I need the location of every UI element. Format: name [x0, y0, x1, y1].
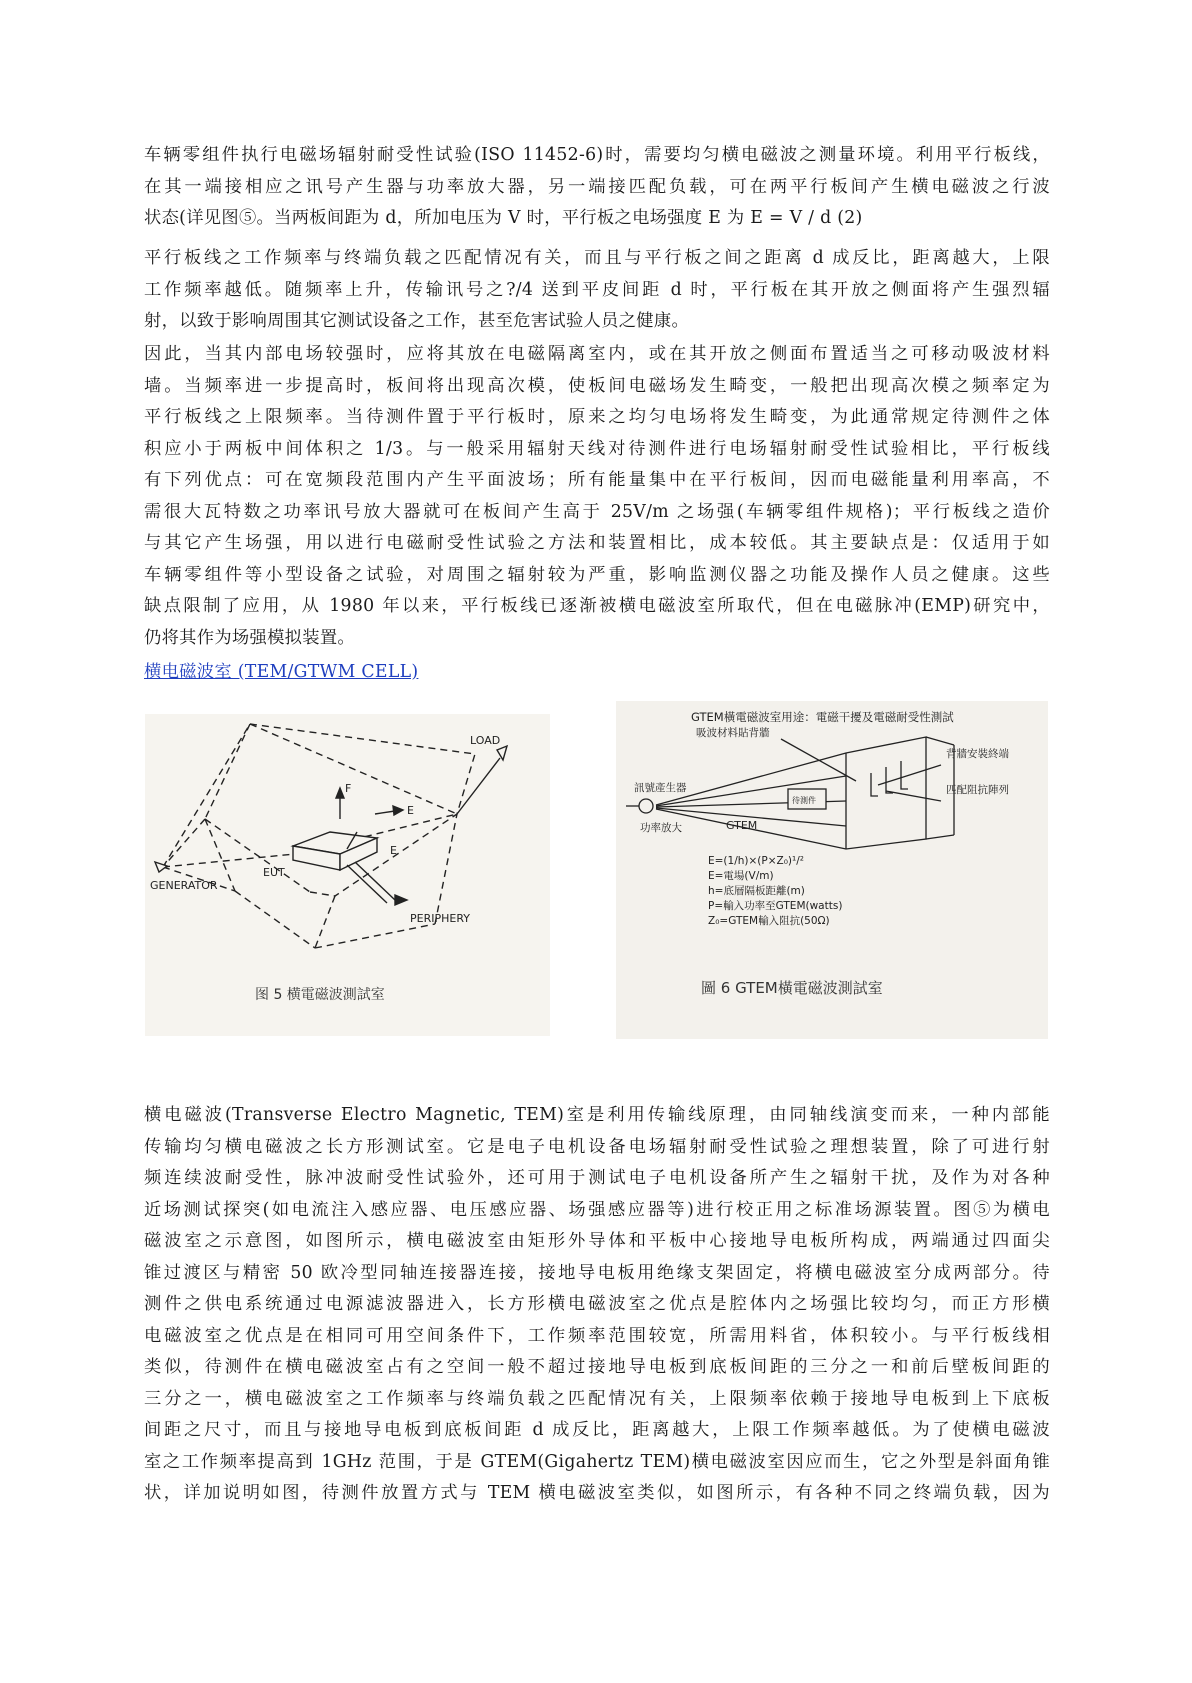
label-e-low: E	[390, 844, 397, 857]
text-line: 仍将其作为场强模拟装置。	[144, 627, 355, 648]
text-line: 积应小于两板中间体积之 1/3。与一般采用辐射天线对待测件进行电场辐射耐受性试验相比，平行板线	[144, 438, 1050, 459]
formula-line: E=(1/h)×(P×Z₀)¹/²	[708, 855, 804, 867]
paragraph-3	[144, 339, 1050, 654]
tem-cell-link[interactable]: 横电磁波室 (TEM/GTWM CELL)	[144, 662, 419, 682]
figure-6-title: GTEM橫電磁波室用途：電磁干擾及電磁耐受性測試	[691, 710, 954, 724]
text-line: 平行板线之工作频率与终端负载之匹配情况有关，而且与平行板之间之距离 d 成反比，距离越大，上限	[144, 248, 1050, 268]
figure-5-tem-cell	[145, 714, 550, 1036]
text-line: 工作频率越低。随频率上升，传输讯号之?/4 送到平皮间距 d 时，平行板在其开放之侧面将产生强烈辐	[144, 279, 1050, 300]
text-line: 平行板线之上限频率。当待测件置于平行板时，原来之均匀电场将发生畸变，为此通常规定待测件之体	[144, 407, 1050, 427]
text-line: 磁波室之示意图，如图所示，横电磁波室由矩形外导体和平板中心接地导电板所构成，两端通过四面尖	[144, 1231, 1050, 1251]
text-line: 状态(详见图⑤。当两板间距为 d，所加电压为 V 时，平行板之电场强度 E 为 E = V / d (2)	[144, 208, 863, 228]
formula-line: P=輸入功率至GTEM(watts)	[708, 900, 843, 912]
label-load: LOAD	[470, 734, 501, 747]
text-line: 车辆零组件执行电磁场辐射耐受性试验(ISO 11452-6)时，需要均匀横电磁波之测量环境。利用平行板线，	[144, 145, 1050, 165]
label-dut: 待測件	[792, 796, 816, 805]
figure-5-diagram	[145, 714, 550, 1036]
text-line: 三分之一，横电磁波室之工作频率与终端负载之匹配情况有关，上限频率依赖于接地导电板到上下底板	[144, 1388, 1050, 1409]
label-e-top: E	[407, 804, 414, 817]
formula-line: h=底層隔板距離(m)	[708, 885, 805, 897]
label-amplifier: 功率放大	[640, 822, 682, 834]
text-line: 近场测试探突(如电流注入感应器、电压感应器、场强感应器等)进行校正用之标准场源装置。图⑤为横电	[144, 1199, 1050, 1220]
label-absorber: 吸波材料貼背牆	[696, 727, 770, 739]
text-line: 与其它产生场强，用以进行电磁耐受性试验之方法和装置相比，成本较低。其主要缺点是：仅适用于如	[144, 533, 1050, 553]
label-generator: GENERATOR	[150, 879, 218, 892]
figure-6-gtem-cell	[616, 701, 1048, 1039]
text-line: 射，以致于影响周围其它测试设备之工作，甚至危害试验人员之健康。	[144, 311, 690, 331]
text-line: 横电磁波(Transverse Electro Magnetic, TEM)室是利用传输线原理，由同轴线演变而来，一种内部能	[144, 1105, 1050, 1125]
text-line: 需很大瓦特数之功率讯号放大器就可在板间产生高于 25V/m 之场强(车辆零组件规格)；平行板线之造价	[144, 501, 1050, 522]
label-rear-wall: 背牆安裝終端	[946, 748, 1009, 760]
formula-line: Z₀=GTEM輸入阻抗(50Ω)	[708, 915, 830, 927]
text-line: 频连续波耐受性，脉冲波耐受性试验外，还可用于测试电子电机设备所产生之辐射干扰，及作为对各种	[144, 1168, 1050, 1188]
text-line: 测件之供电系统通过电源滤波器进入，长方形横电磁波室之优点是腔体内之场强比较均匀，而正方形横	[144, 1294, 1050, 1314]
text-line: 电磁波室之优点是在相同可用空间条件下，工作频率范围较宽，所需用料省，体积较小。与平行板线相	[144, 1325, 1050, 1346]
text-line: 间距之尺寸，而且与接地导电板到底板间距 d 成反比，距离越大，上限工作频率越低。为了使横电磁波	[144, 1420, 1050, 1440]
text-line: 状，详加说明如图，待测件放置方式与 TEM 横电磁波室类似，如图所示，有各种不同之终端负载，因为	[144, 1483, 1050, 1503]
formula-block	[708, 855, 842, 927]
label-signal-generator: 訊號產生器	[634, 782, 687, 794]
text-line: 有下列优点：可在宽频段范围内产生平面波场；所有能量集中在平行板间，因而电磁能量利用率高，不	[144, 470, 1050, 490]
label-matching: 匹配阻抗陣列	[946, 784, 1009, 796]
figure-5-caption: 图 5 横電磁波測試室	[255, 987, 385, 1003]
formula-line: E=電場(V/m)	[708, 870, 774, 882]
text-line: 车辆零组件等小型设备之试验，对周围之辐射较为严重，影响监测仪器之功能及操作人员之健康。这些	[144, 564, 1050, 585]
label-gtem: GTEM	[726, 819, 758, 832]
text-line: 缺点限制了应用，从 1980 年以来，平行板线已逐渐被横电磁波室所取代，但在电磁脉冲(EMP)研究中，	[144, 596, 1050, 616]
paragraph-2	[144, 243, 1050, 338]
figure-6-caption: 圖 6 GTEM橫電磁波測試室	[701, 979, 883, 997]
text-line: 锥过渡区与精密 50 欧冷型同轴连接器连接，接地导电板用绝缘支架固定，将横电磁波室分成两部分。待	[144, 1262, 1050, 1283]
label-f: F	[345, 782, 352, 795]
paragraph-4	[144, 1100, 1050, 1510]
label-periphery: PERIPHERY	[410, 912, 470, 925]
text-line: 室之工作频率提高到 1GHz 范围，于是 GTEM(Gigahertz TEM)横电磁波室因应而生，它之外型是斜面角锥	[144, 1451, 1050, 1472]
text-line: 类似，待测件在横电磁波室占有之空间一般不超过接地导电板到底板间距的三分之一和前后壁板间距的	[144, 1357, 1050, 1377]
label-eut: EUT	[263, 866, 285, 879]
text-line: 墙。当频率进一步提高时，板间将出现高次模，使板间电磁场发生畸变，一般把出现高次模之频率定为	[144, 375, 1050, 396]
paragraph-1	[144, 140, 1050, 235]
text-line: 传输均匀横电磁波之长方形测试室。它是电子电机设备电场辐射耐受性试验之理想装置，除了可进行射	[144, 1136, 1050, 1157]
text-line: 因此，当其内部电场较强时，应将其放在电磁隔离室内，或在其开放之侧面布置适当之可移动吸波材料	[144, 344, 1050, 364]
figure-6-diagram	[616, 701, 1048, 1039]
text-line: 在其一端接相应之讯号产生器与功率放大器，另一端接匹配负载，可在两平行板间产生横电磁波之行波	[144, 176, 1050, 197]
